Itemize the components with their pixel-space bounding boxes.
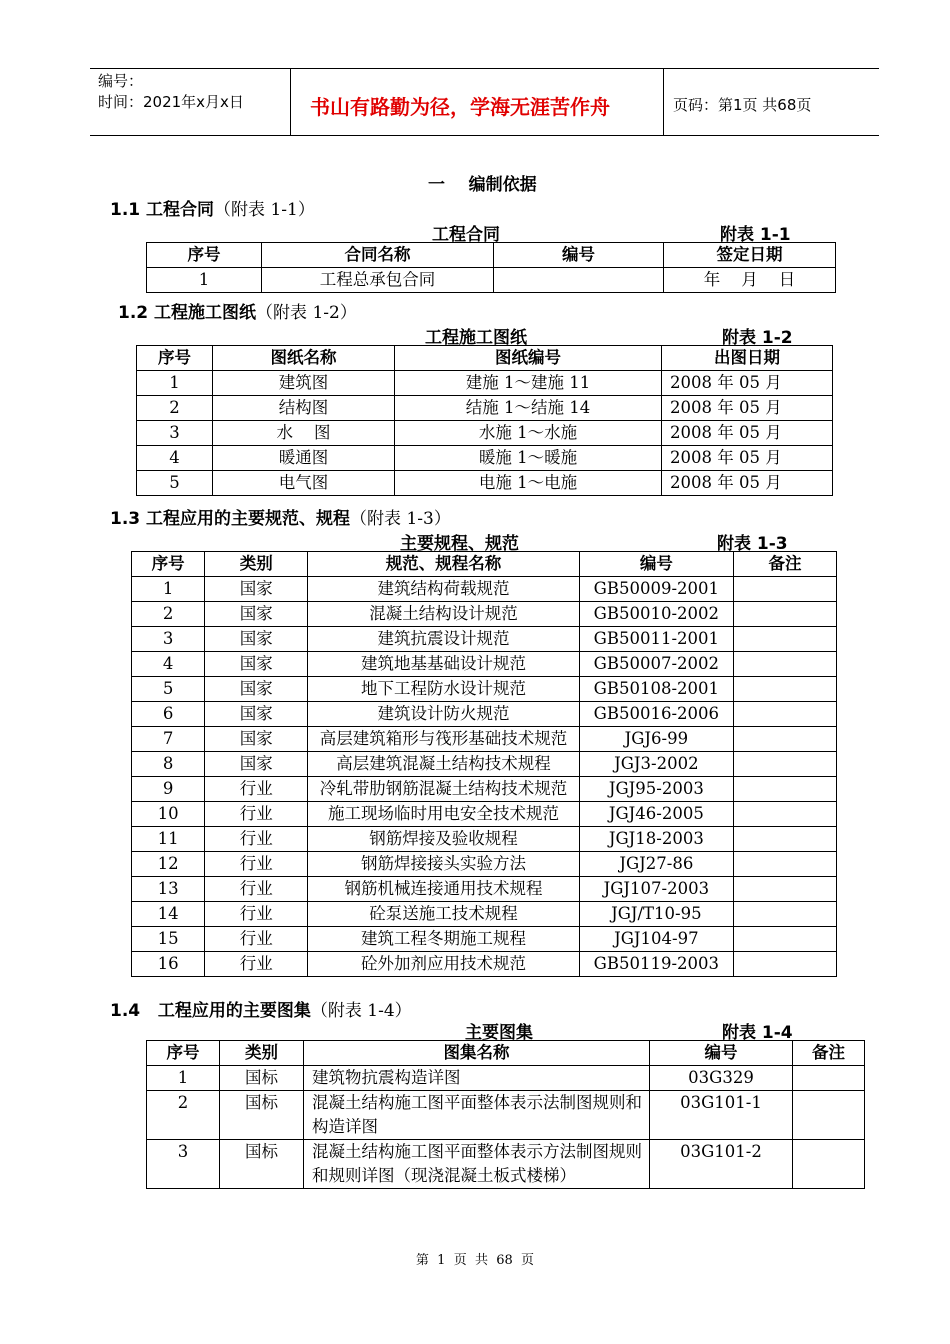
col-header: 备注 xyxy=(733,552,836,577)
chapter-title: 一 编制依据 xyxy=(428,175,537,195)
cell: 14 xyxy=(132,902,205,927)
table-drawings xyxy=(136,345,833,496)
cell: 电气图 xyxy=(213,471,395,496)
cell: 砼外加剂应用技术规范 xyxy=(308,952,580,977)
section-heading-ref: （附表 1-3） xyxy=(350,509,451,529)
cell xyxy=(733,577,836,602)
table-row xyxy=(132,802,837,827)
table-row xyxy=(132,777,837,802)
cell xyxy=(733,677,836,702)
cell: 国家 xyxy=(205,602,308,627)
cell: GB50009-2001 xyxy=(579,577,733,602)
cell: 3 xyxy=(132,627,205,652)
cell: 建筑结构荷载规范 xyxy=(308,577,580,602)
col-header: 图纸编号 xyxy=(395,346,662,371)
cell: 行业 xyxy=(205,777,308,802)
cell: 行业 xyxy=(205,952,308,977)
cell: 2 xyxy=(132,602,205,627)
table-row xyxy=(132,577,837,602)
cell xyxy=(733,652,836,677)
cell: 高层建筑混凝土结构技术规程 xyxy=(308,752,580,777)
cell xyxy=(793,1140,865,1189)
table-row xyxy=(132,827,837,852)
cell: GB50108-2001 xyxy=(579,677,733,702)
cell: 行业 xyxy=(205,802,308,827)
cell: 5 xyxy=(137,471,213,496)
table-row xyxy=(132,927,837,952)
col-header: 出图日期 xyxy=(662,346,833,371)
cell xyxy=(733,902,836,927)
cell: 结施 1～结施 14 xyxy=(395,396,662,421)
section-heading-ref: （附表 1-4） xyxy=(310,1001,412,1021)
cell: 建筑工程冬期施工规程 xyxy=(308,927,580,952)
cell: 03G329 xyxy=(650,1066,793,1091)
cell: GB50007-2002 xyxy=(579,652,733,677)
cell: 钢筋焊接接头实验方法 xyxy=(308,852,580,877)
table-row xyxy=(132,902,837,927)
section-heading-text: 1.1 工程合同 xyxy=(110,200,215,220)
cell: GB50010-2002 xyxy=(579,602,733,627)
col-header: 规范、规程名称 xyxy=(308,552,580,577)
cell: 国家 xyxy=(205,577,308,602)
cell: 3 xyxy=(147,1140,220,1189)
cell: 10 xyxy=(132,802,205,827)
cell: JGJ104-97 xyxy=(579,927,733,952)
table-row xyxy=(132,952,837,977)
cell xyxy=(733,802,836,827)
col-header: 类别 xyxy=(205,552,308,577)
section-heading-text: 1.3 工程应用的主要规范、规程 xyxy=(110,509,351,529)
page-footer: 第 1 页 共 68 页 xyxy=(415,1253,535,1268)
cell: 国标 xyxy=(220,1091,304,1140)
cell: 高层建筑箱形与筏形基础技术规范 xyxy=(308,727,580,752)
cell: 2008 年 05 月 xyxy=(662,371,833,396)
cell: 11 xyxy=(132,827,205,852)
cell: 2008 年 05 月 xyxy=(662,396,833,421)
cell: 1 xyxy=(137,371,213,396)
cell: 国家 xyxy=(205,727,308,752)
table-row xyxy=(137,446,833,471)
cell: 地下工程防水设计规范 xyxy=(308,677,580,702)
col-header: 编号 xyxy=(579,552,733,577)
cell: 混凝土结构设计规范 xyxy=(308,602,580,627)
section-1-3-heading xyxy=(110,504,451,529)
cell: JGJ46-2005 xyxy=(579,802,733,827)
table-row xyxy=(132,677,837,702)
cell: 施工现场临时用电安全技术规范 xyxy=(308,802,580,827)
table-1-2-caption: 工程施工图纸 xyxy=(425,328,527,348)
cell xyxy=(733,727,836,752)
cell: GB50016-2006 xyxy=(579,702,733,727)
cell: 8 xyxy=(132,752,205,777)
cell: 建筑地基基础设计规范 xyxy=(308,652,580,677)
section-1-2-heading xyxy=(118,298,357,323)
col-header: 合同名称 xyxy=(262,243,494,268)
cell: 国家 xyxy=(205,652,308,677)
cell: JGJ3-2002 xyxy=(579,752,733,777)
table-row xyxy=(137,421,833,446)
table-1-3-ref: 附表 1-3 xyxy=(717,534,788,554)
table-row xyxy=(132,852,837,877)
cell: GB50119-2003 xyxy=(579,952,733,977)
cell xyxy=(733,702,836,727)
cell: 工程总承包合同 xyxy=(262,268,494,293)
cell: 行业 xyxy=(205,902,308,927)
cell: 水 图 xyxy=(213,421,395,446)
cell: 行业 xyxy=(205,852,308,877)
col-header: 签定日期 xyxy=(664,243,836,268)
table-1-1-caption: 工程合同 xyxy=(432,225,500,245)
cell xyxy=(733,602,836,627)
header-top-rule xyxy=(90,68,879,69)
cell: 4 xyxy=(132,652,205,677)
col-header: 序号 xyxy=(147,243,262,268)
table-header-row xyxy=(132,552,837,577)
cell: 钢筋机械连接通用技术规程 xyxy=(308,877,580,902)
cell xyxy=(733,877,836,902)
section-heading-ref: （附表 1-1） xyxy=(214,200,315,220)
cell xyxy=(733,827,836,852)
table-header-row xyxy=(137,346,833,371)
cell: 行业 xyxy=(205,927,308,952)
cell: JGJ95-2003 xyxy=(579,777,733,802)
col-header: 备注 xyxy=(793,1041,865,1066)
table-header-row xyxy=(147,1041,865,1066)
cell: 国家 xyxy=(205,752,308,777)
cell: 冷轧带肋钢筋混凝土结构技术规范 xyxy=(308,777,580,802)
cell xyxy=(494,268,664,293)
table-atlases xyxy=(146,1040,865,1189)
table-row xyxy=(147,1066,865,1091)
cell: 年 月 日 xyxy=(664,268,836,293)
cell: 2 xyxy=(147,1091,220,1140)
cell: 03G101-1 xyxy=(650,1091,793,1140)
section-1-1-heading xyxy=(110,195,315,220)
cell: 国家 xyxy=(205,677,308,702)
table-row xyxy=(132,627,837,652)
header-number-label: 编号： xyxy=(98,72,144,90)
cell xyxy=(733,752,836,777)
cell: JGJ18-2003 xyxy=(579,827,733,852)
col-header: 图纸名称 xyxy=(213,346,395,371)
cell: 15 xyxy=(132,927,205,952)
table-1-4-ref: 附表 1-4 xyxy=(722,1023,793,1043)
table-row xyxy=(137,471,833,496)
section-heading-text: 1.4 工程应用的主要图集 xyxy=(110,1001,311,1021)
cell: JGJ6-99 xyxy=(579,727,733,752)
section-heading-text: 1.2 工程施工图纸 xyxy=(118,303,257,323)
cell: 国家 xyxy=(205,627,308,652)
cell: 水施 1～水施 xyxy=(395,421,662,446)
cell: 建施 1～建施 11 xyxy=(395,371,662,396)
header-divider-right xyxy=(663,68,664,136)
cell: JGJ107-2003 xyxy=(579,877,733,902)
col-header: 编号 xyxy=(650,1041,793,1066)
cell xyxy=(733,777,836,802)
col-header: 序号 xyxy=(137,346,213,371)
table-row xyxy=(147,1091,865,1140)
table-row xyxy=(132,752,837,777)
cell: 建筑物抗震构造详图 xyxy=(304,1066,650,1091)
cell: 2 xyxy=(137,396,213,421)
table-row xyxy=(132,727,837,752)
cell: 12 xyxy=(132,852,205,877)
table-row xyxy=(132,702,837,727)
table-1-2-ref: 附表 1-2 xyxy=(722,328,793,348)
cell xyxy=(733,852,836,877)
cell: 暖通图 xyxy=(213,446,395,471)
cell: 建筑抗震设计规范 xyxy=(308,627,580,652)
header-divider-left xyxy=(290,68,291,136)
cell xyxy=(733,927,836,952)
cell: 2008 年 05 月 xyxy=(662,446,833,471)
cell: 暖施 1～暖施 xyxy=(395,446,662,471)
cell: 国标 xyxy=(220,1066,304,1091)
cell: 7 xyxy=(132,727,205,752)
cell: 砼泵送施工技术规程 xyxy=(308,902,580,927)
cell: GB50011-2001 xyxy=(579,627,733,652)
table-row xyxy=(137,371,833,396)
cell: 建筑图 xyxy=(213,371,395,396)
cell: 行业 xyxy=(205,877,308,902)
table-contracts xyxy=(146,242,836,293)
table-standards xyxy=(131,551,837,977)
cell: 6 xyxy=(132,702,205,727)
cell: 2008 年 05 月 xyxy=(662,421,833,446)
col-header: 序号 xyxy=(132,552,205,577)
table-row xyxy=(147,268,836,293)
cell: 混凝土结构施工图平面整体表示方法制图规则和规则详图（现浇混凝土板式楼梯） xyxy=(304,1140,650,1189)
cell: 4 xyxy=(137,446,213,471)
cell: 国标 xyxy=(220,1140,304,1189)
cell: 电施 1～电施 xyxy=(395,471,662,496)
col-header: 图集名称 xyxy=(304,1041,650,1066)
table-row xyxy=(132,652,837,677)
cell: 13 xyxy=(132,877,205,902)
cell: 结构图 xyxy=(213,396,395,421)
header-bottom-rule xyxy=(90,135,879,136)
cell xyxy=(793,1091,865,1140)
cell: 建筑设计防火规范 xyxy=(308,702,580,727)
table-row xyxy=(132,877,837,902)
cell: JGJ27-86 xyxy=(579,852,733,877)
cell: 钢筋焊接及验收规程 xyxy=(308,827,580,852)
header-page-info: 页码：第1页 共68页 xyxy=(673,96,812,114)
header-motto: 书山有路勤为径，学海无涯苦作舟 xyxy=(310,95,610,119)
cell: 国家 xyxy=(205,702,308,727)
section-1-4-heading xyxy=(110,996,412,1021)
table-row xyxy=(147,1140,865,1189)
cell: 03G101-2 xyxy=(650,1140,793,1189)
cell: 16 xyxy=(132,952,205,977)
cell: 混凝土结构施工图平面整体表示法制图规则和构造详图 xyxy=(304,1091,650,1140)
cell: 3 xyxy=(137,421,213,446)
cell xyxy=(793,1066,865,1091)
table-1-4-caption: 主要图集 xyxy=(465,1023,533,1043)
col-header: 类别 xyxy=(220,1041,304,1066)
cell: 2008 年 05 月 xyxy=(662,471,833,496)
cell xyxy=(733,627,836,652)
table-1-3-caption: 主要规程、规范 xyxy=(400,534,519,554)
cell: JGJ/T10-95 xyxy=(579,902,733,927)
cell: 9 xyxy=(132,777,205,802)
cell: 5 xyxy=(132,677,205,702)
col-header: 编号 xyxy=(494,243,664,268)
cell: 1 xyxy=(132,577,205,602)
header-time-label: 时间：2021年x月x日 xyxy=(98,93,244,111)
table-header-row xyxy=(147,243,836,268)
cell: 1 xyxy=(147,1066,220,1091)
table-1-1-ref: 附表 1-1 xyxy=(720,225,791,245)
cell xyxy=(733,952,836,977)
table-row xyxy=(132,602,837,627)
section-heading-ref: （附表 1-2） xyxy=(256,303,357,323)
col-header: 序号 xyxy=(147,1041,220,1066)
cell: 行业 xyxy=(205,827,308,852)
cell: 1 xyxy=(147,268,262,293)
table-row xyxy=(137,396,833,421)
